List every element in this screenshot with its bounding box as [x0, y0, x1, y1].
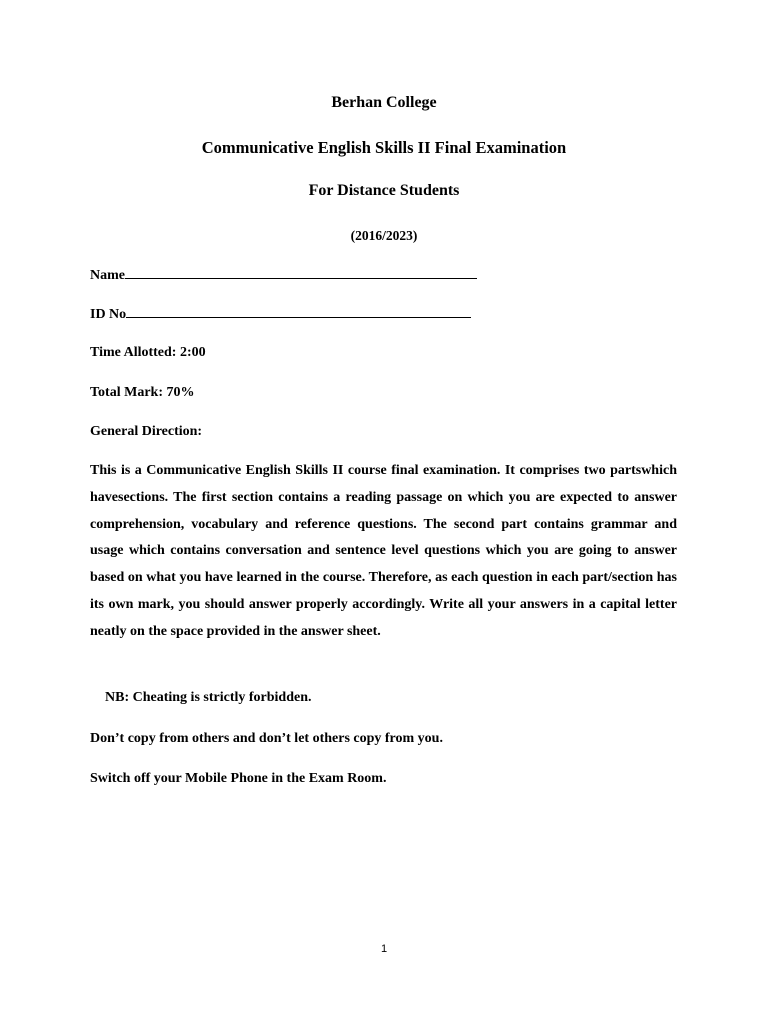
phone-note: Switch off your Mobile Phone in the Exam Room.	[90, 771, 387, 786]
name-field-line	[90, 266, 477, 284]
id-label: ID No	[90, 307, 127, 322]
academic-year: (2016/2023)	[350, 228, 418, 243]
page-number: 1	[380, 943, 388, 955]
name-label: Name	[90, 268, 125, 283]
id-blank	[126, 305, 471, 318]
institution-title: Berhan College	[331, 94, 437, 111]
copy-note: Don’t copy from others and don’t let others copy from you.	[90, 731, 443, 746]
total-mark: Total Mark: 70%	[90, 385, 195, 400]
nb-note: NB: Cheating is strictly forbidden.	[105, 690, 312, 705]
direction-paragraph: This is a Communicative English Skills II course final examination. It comprises two partswhich havesections. The first section contains a reading passage on which you are expected to answer comprehension, vocabulary and reference questions. The second part contains grammar and usage which contains conversation and sentence level questions which you are going to answer based on what you have learned in the course. Therefore, as each question in each part/section has its own mark, you should answer properly accordingly. Write all your answers in a capital letter neatly on the space provided in the answer sheet.	[90, 463, 677, 639]
name-blank	[125, 266, 477, 279]
id-field-line	[90, 305, 471, 323]
time-allotted: Time Allotted: 2:00	[90, 345, 206, 360]
audience-heading: For Distance Students	[308, 182, 460, 199]
exam-title: Communicative English Skills II Final Examination	[201, 138, 567, 157]
general-direction-heading: General Direction:	[90, 424, 203, 439]
